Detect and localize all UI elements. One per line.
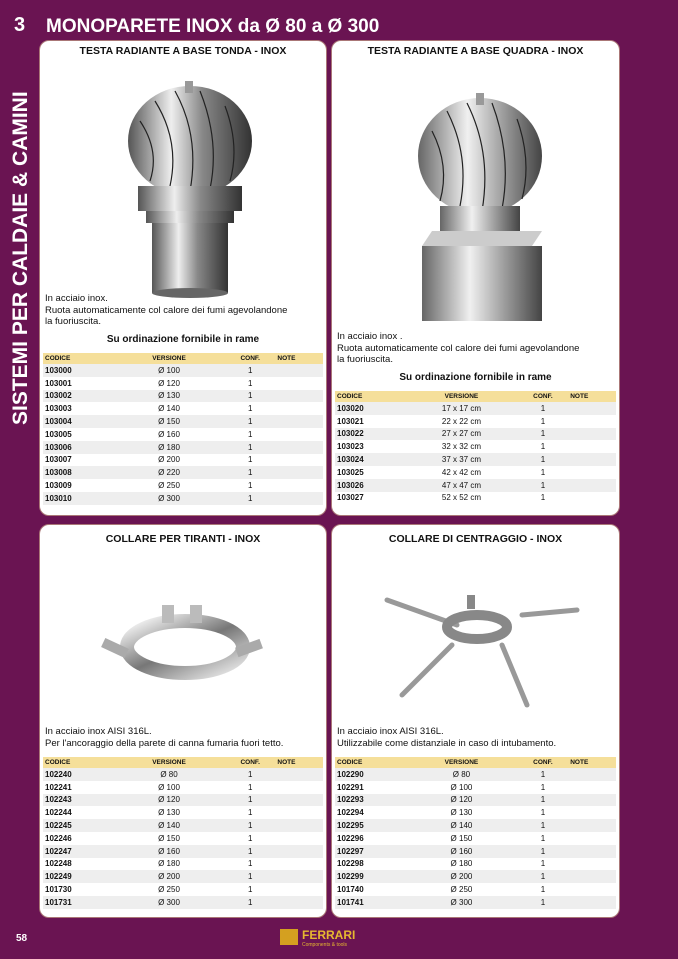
- table-cell-note: [568, 832, 616, 845]
- table-cell-note: [568, 870, 616, 883]
- table-cell-ver: Ø 120: [158, 378, 180, 388]
- table-cell-code: 102246: [45, 833, 72, 843]
- table-row: [43, 364, 323, 377]
- table-cell-conf: 1: [247, 782, 253, 792]
- table-row: [43, 377, 323, 390]
- table-cell-conf: 1: [518, 794, 569, 807]
- table-cell-conf: 1: [225, 364, 275, 377]
- table-row: [43, 896, 323, 909]
- table-cell-code: 103021: [337, 416, 364, 426]
- table-cell-conf: 1: [247, 429, 253, 439]
- table-cell-code: 103022: [335, 428, 405, 441]
- table-header-conf: CONF.: [225, 353, 275, 364]
- table-row: [43, 819, 323, 832]
- table-cell-note: [275, 415, 323, 428]
- table-header-note: NOTE: [568, 757, 616, 768]
- table-cell-ver: Ø 200: [405, 870, 517, 883]
- card-title: TESTA RADIANTE A BASE QUADRA - INOX: [367, 45, 584, 57]
- table-row: [43, 832, 323, 845]
- table-header-note: NOTE: [275, 353, 323, 364]
- table-cell-ver: Ø 140: [113, 819, 225, 832]
- desc-line: In acciaio inox .: [337, 331, 403, 342]
- table-row: [43, 870, 323, 883]
- table-row: [335, 415, 616, 428]
- desc-line: la fuoriuscita.: [337, 354, 393, 365]
- table-cell-conf: 1: [540, 833, 546, 843]
- table-row: [43, 768, 323, 781]
- table-cell-note: [568, 453, 616, 466]
- table-header-row: [335, 757, 616, 768]
- table-row: [335, 453, 616, 466]
- table-cell-ver: Ø 250: [158, 481, 180, 491]
- table-row: [43, 441, 323, 454]
- table-header-row: [335, 391, 616, 402]
- table-cell-note: [275, 794, 323, 807]
- table-cell-ver: Ø 100: [158, 782, 180, 792]
- product-table: [335, 391, 616, 504]
- table-cell-conf: 1: [518, 428, 569, 441]
- table-cell-conf: 1: [225, 415, 275, 428]
- table-cell-code: 102298: [337, 859, 364, 869]
- table-cell-note: [568, 402, 616, 415]
- page-number: 58: [16, 933, 28, 944]
- table-cell-code: 101730: [45, 885, 72, 895]
- table-cell-code: 102293: [335, 794, 405, 807]
- table-header-code: CODICE: [335, 391, 405, 402]
- table-cell-code: 102249: [43, 870, 113, 883]
- table-cell-note: [568, 858, 616, 871]
- table-cell-conf: 1: [247, 481, 253, 491]
- table-cell-note: [275, 781, 323, 794]
- table-cell-code: 101741: [335, 896, 405, 909]
- table-cell-ver: Ø 160: [158, 429, 180, 439]
- card-subtitle: Su ordinazione fornibile in rame: [399, 372, 552, 383]
- table-cell-conf: 1: [225, 845, 275, 858]
- table-cell-code: 103020: [335, 402, 405, 415]
- table-cell-conf: 1: [540, 782, 546, 792]
- table-cell-note: [275, 428, 323, 441]
- table-cell-ver: 37 x 37 cm: [405, 453, 517, 466]
- table-cell-note: [275, 454, 323, 467]
- table-cell-ver: 17 x 17 cm: [405, 402, 517, 415]
- table-cell-code: 103009: [45, 481, 72, 491]
- table-cell-code: 102296: [337, 833, 364, 843]
- product-card-square-base: [331, 40, 620, 516]
- table-row: [335, 806, 616, 819]
- table-cell-note: [275, 377, 323, 390]
- table-cell-note: [275, 883, 323, 896]
- table-cell-code: 102247: [43, 845, 113, 858]
- table-cell-note: [568, 883, 616, 896]
- table-row: [335, 819, 616, 832]
- table-cell-code: 102294: [337, 808, 364, 818]
- table-cell-ver: Ø 300: [113, 896, 225, 909]
- table-cell-code: 102243: [43, 794, 113, 807]
- table-cell-note: [275, 466, 323, 479]
- table-cell-ver: Ø 80: [405, 768, 517, 781]
- table-row: [43, 428, 323, 441]
- table-cell-code: 102245: [43, 819, 113, 832]
- desc-line: la fuoriuscita.: [45, 316, 101, 327]
- table-cell-conf: 1: [518, 402, 569, 415]
- table-cell-note: [568, 819, 616, 832]
- table-row: [43, 415, 323, 428]
- table-cell-note: [568, 492, 616, 505]
- table-row: [335, 466, 616, 479]
- table-cell-code: 102295: [335, 819, 405, 832]
- table-cell-note: [275, 364, 323, 377]
- table-cell-note: [275, 896, 323, 909]
- table-cell-ver: 32 x 32 cm: [441, 442, 482, 452]
- desc-line: In acciaio inox AISI 316L.: [45, 726, 152, 737]
- table-cell-ver: Ø 120: [405, 794, 517, 807]
- table-cell-code: 103000: [43, 364, 113, 377]
- table-cell-conf: 1: [225, 870, 275, 883]
- table-cell-code: 102240: [43, 768, 113, 781]
- product-image-centering-collar: [332, 565, 619, 725]
- brand-logo: [280, 927, 400, 947]
- table-cell-note: [275, 832, 323, 845]
- table-row: [335, 781, 616, 794]
- table-row: [43, 806, 323, 819]
- table-cell-note: [568, 428, 616, 441]
- product-table: [43, 353, 323, 505]
- table-cell-code: 101740: [337, 885, 364, 895]
- table-row: [43, 858, 323, 871]
- table-cell-ver: 27 x 27 cm: [405, 428, 517, 441]
- table-cell-ver: Ø 160: [113, 845, 225, 858]
- table-cell-ver: 52 x 52 cm: [441, 493, 482, 503]
- table-cell-note: [568, 845, 616, 858]
- table-cell-ver: Ø 130: [450, 808, 473, 818]
- table-row: [335, 832, 616, 845]
- table-cell-conf: 1: [247, 859, 253, 869]
- table-row: [43, 479, 323, 492]
- table-cell-ver: Ø 300: [113, 492, 225, 505]
- table-row: [335, 440, 616, 453]
- table-cell-note: [568, 768, 616, 781]
- table-cell-ver: 42 x 42 cm: [441, 467, 482, 477]
- table-row: [335, 492, 616, 505]
- desc-line: Ruota automaticamente col calore dei fumi agevolandone: [337, 342, 580, 354]
- table-cell-conf: 1: [540, 808, 546, 818]
- table-cell-conf: 1: [225, 492, 275, 505]
- table-header-ver: VERSIONE: [113, 757, 225, 768]
- product-image-square-turbine: [332, 61, 619, 331]
- table-cell-conf: 1: [225, 466, 275, 479]
- table-row: [335, 479, 616, 492]
- table-cell-ver: Ø 180: [113, 441, 225, 454]
- table-cell-conf: 1: [225, 768, 275, 781]
- table-cell-ver: Ø 220: [113, 466, 225, 479]
- table-cell-ver: Ø 300: [405, 896, 517, 909]
- table-cell-note: [275, 441, 323, 454]
- table-cell-conf: 1: [225, 819, 275, 832]
- table-header-ver: VERSIONE: [405, 391, 517, 402]
- table-cell-ver: 47 x 47 cm: [405, 479, 517, 492]
- table-cell-code: 102241: [45, 782, 72, 792]
- table-cell-code: 102244: [45, 808, 72, 818]
- product-card-tie-collar: [39, 524, 327, 918]
- table-cell-note: [275, 819, 323, 832]
- table-cell-conf: 1: [518, 845, 569, 858]
- card-title: COLLARE PER TIRANTI - INOX: [105, 533, 261, 545]
- desc-line: Ruota automaticamente col calore dei fumi agevolandone: [45, 304, 288, 316]
- table-cell-ver: Ø 150: [113, 415, 225, 428]
- table-cell-note: [275, 858, 323, 871]
- table-cell-note: [568, 415, 616, 428]
- table-row: [43, 466, 323, 479]
- table-header-note: NOTE: [275, 757, 323, 768]
- table-cell-note: [275, 390, 323, 403]
- table-cell-ver: Ø 130: [113, 390, 225, 403]
- table-cell-code: 103025: [337, 467, 364, 477]
- table-row: [43, 390, 323, 403]
- table-cell-conf: 1: [247, 833, 253, 843]
- table-cell-note: [275, 845, 323, 858]
- table-cell-code: 101731: [43, 896, 113, 909]
- table-cell-conf: 1: [247, 455, 253, 465]
- table-header-ver: VERSIONE: [405, 757, 517, 768]
- table-cell-ver: Ø 200: [158, 455, 180, 465]
- table-cell-conf: 1: [540, 859, 546, 869]
- product-table: [335, 757, 616, 909]
- table-cell-ver: Ø 150: [158, 833, 180, 843]
- table-row: [335, 870, 616, 883]
- section-number: 3: [14, 14, 26, 36]
- table-header-row: [43, 757, 323, 768]
- table-cell-ver: Ø 130: [158, 808, 180, 818]
- table-cell-conf: 1: [225, 441, 275, 454]
- table-cell-ver: Ø 150: [450, 833, 473, 843]
- table-row: [43, 781, 323, 794]
- table-header-row: [43, 353, 323, 364]
- table-cell-code: 103005: [45, 429, 72, 439]
- desc-line: Utilizzabile come distanziale in caso di intubamento.: [337, 737, 557, 749]
- table-cell-conf: 1: [225, 794, 275, 807]
- table-cell-ver: Ø 250: [158, 885, 180, 895]
- table-cell-conf: 1: [247, 808, 253, 818]
- table-cell-ver: Ø 180: [158, 859, 180, 869]
- table-cell-conf: 1: [225, 896, 275, 909]
- table-cell-conf: 1: [225, 390, 275, 403]
- table-cell-conf: 1: [540, 885, 546, 895]
- table-cell-code: 102299: [335, 870, 405, 883]
- table-cell-conf: 1: [247, 404, 253, 414]
- table-header-code: CODICE: [335, 757, 405, 768]
- table-cell-code: 102290: [335, 768, 405, 781]
- table-row: [43, 794, 323, 807]
- table-cell-code: 103004: [43, 415, 113, 428]
- table-cell-conf: 1: [518, 768, 569, 781]
- table-cell-note: [568, 479, 616, 492]
- table-row: [43, 883, 323, 896]
- desc-line: Per l'ancoraggio della parete di canna fumaria fuori tetto.: [45, 737, 284, 749]
- table-row: [43, 845, 323, 858]
- table-cell-note: [568, 806, 616, 819]
- table-cell-code: 103027: [337, 493, 364, 503]
- table-cell-conf: 1: [518, 819, 569, 832]
- brand-name: FERRARI: [302, 928, 356, 942]
- table-cell-ver: Ø 100: [113, 364, 225, 377]
- table-cell-conf: 1: [247, 885, 253, 895]
- table-cell-ver: Ø 160: [405, 845, 517, 858]
- table-cell-note: [568, 896, 616, 909]
- table-cell-note: [568, 466, 616, 479]
- table-cell-code: 103007: [45, 455, 72, 465]
- table-cell-ver: 22 x 22 cm: [441, 416, 482, 426]
- table-cell-code: 103003: [45, 404, 72, 414]
- table-cell-ver: Ø 250: [450, 885, 473, 895]
- table-cell-note: [275, 870, 323, 883]
- table-row: [335, 402, 616, 415]
- table-header-conf: CONF.: [225, 757, 275, 768]
- table-cell-note: [568, 440, 616, 453]
- table-cell-code: 102248: [45, 859, 72, 869]
- table-row: [43, 454, 323, 467]
- table-cell-note: [275, 402, 323, 415]
- table-cell-note: [275, 479, 323, 492]
- brand-tagline: Components & tools: [302, 942, 348, 947]
- product-image-tie-collar: [40, 565, 326, 725]
- table-header-note: NOTE: [568, 391, 616, 402]
- table-row: [335, 858, 616, 871]
- table-cell-ver: Ø 140: [158, 404, 180, 414]
- table-cell-conf: 1: [540, 416, 546, 426]
- table-header-conf: CONF.: [518, 757, 569, 768]
- table-cell-note: [568, 794, 616, 807]
- table-cell-conf: 1: [540, 493, 546, 503]
- table-row: [43, 492, 323, 505]
- table-header-conf: CONF.: [518, 391, 569, 402]
- table-row: [335, 845, 616, 858]
- table-cell-code: 103001: [45, 378, 72, 388]
- table-cell-conf: 1: [518, 479, 569, 492]
- table-cell-ver: Ø 180: [450, 859, 473, 869]
- table-cell-code: 103010: [43, 492, 113, 505]
- table-row: [335, 896, 616, 909]
- table-cell-ver: Ø 80: [113, 768, 225, 781]
- table-cell-conf: 1: [540, 442, 546, 452]
- card-title: COLLARE DI CENTRAGGIO - INOX: [388, 533, 563, 545]
- product-card-round-base: [39, 40, 327, 516]
- product-table: [43, 757, 323, 909]
- product-card-centering-collar: [331, 524, 620, 918]
- page-title: MONOPARETE INOX da Ø 80 a Ø 300: [46, 16, 380, 37]
- table-cell-code: 102297: [335, 845, 405, 858]
- table-cell-note: [275, 492, 323, 505]
- table-header-code: CODICE: [43, 353, 113, 364]
- card-subtitle: Su ordinazione fornibile in rame: [106, 334, 260, 345]
- card-title: TESTA RADIANTE A BASE TONDA - INOX: [79, 45, 287, 57]
- table-cell-conf: 1: [518, 453, 569, 466]
- side-title: SISTEMI PER CALDAIE & CAMINI: [9, 91, 32, 425]
- table-cell-code: 103026: [335, 479, 405, 492]
- table-cell-code: 103006: [43, 441, 113, 454]
- table-cell-ver: Ø 120: [113, 794, 225, 807]
- table-cell-note: [275, 806, 323, 819]
- table-header-code: CODICE: [43, 757, 113, 768]
- product-image-round-turbine: [40, 61, 326, 306]
- table-cell-conf: 1: [518, 896, 569, 909]
- table-cell-ver: Ø 100: [450, 782, 473, 792]
- desc-line: In acciaio inox AISI 316L.: [337, 726, 444, 737]
- table-cell-conf: 1: [518, 870, 569, 883]
- desc-line: In acciaio inox.: [45, 293, 108, 304]
- side-title-container: [6, 45, 36, 425]
- table-cell-note: [568, 781, 616, 794]
- table-cell-ver: Ø 200: [113, 870, 225, 883]
- table-row: [335, 768, 616, 781]
- table-cell-code: 102291: [337, 782, 364, 792]
- table-cell-code: 103008: [43, 466, 113, 479]
- table-cell-code: 103023: [337, 442, 364, 452]
- table-cell-ver: Ø 140: [405, 819, 517, 832]
- table-row: [43, 402, 323, 415]
- table-cell-note: [275, 768, 323, 781]
- table-row: [335, 883, 616, 896]
- table-cell-conf: 1: [247, 378, 253, 388]
- table-header-ver: VERSIONE: [113, 353, 225, 364]
- table-row: [335, 428, 616, 441]
- table-cell-conf: 1: [540, 467, 546, 477]
- table-cell-code: 103002: [43, 390, 113, 403]
- table-cell-code: 103024: [335, 453, 405, 466]
- table-row: [335, 794, 616, 807]
